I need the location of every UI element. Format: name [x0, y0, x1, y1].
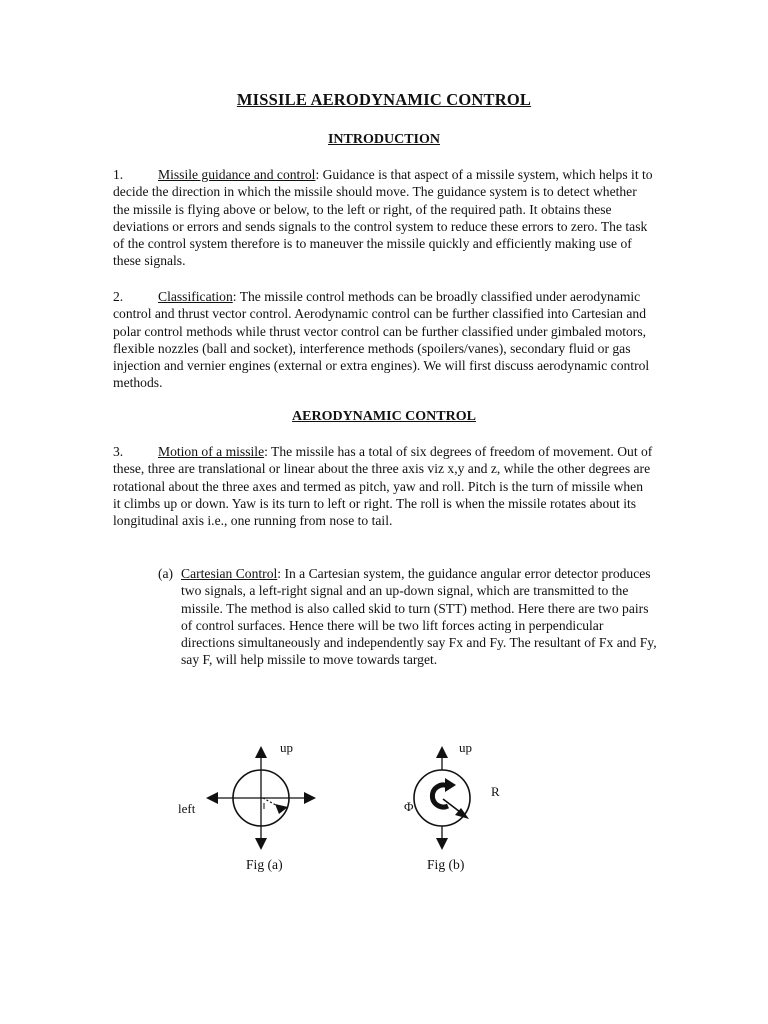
- figure-b-roll-arrowhead: [445, 778, 456, 792]
- figure-a-up-label: up: [280, 740, 293, 755]
- subparagraph-marker: (a): [158, 566, 174, 581]
- paragraph-term: Missile guidance and control: [158, 167, 316, 182]
- figure-a-left-arrow: [206, 792, 218, 804]
- figure-b-down-arrow: [436, 838, 448, 850]
- figure-b: [395, 735, 515, 855]
- figure-a-up-arrow: [255, 746, 267, 758]
- aerodynamic-control-heading: AERODYNAMIC CONTROL: [292, 409, 476, 424]
- figure-b-circle: [414, 770, 470, 826]
- subparagraph-a: [158, 565, 658, 669]
- figure-b-phi-label: Φ: [404, 799, 414, 814]
- figure-b-caption: Fig (b): [427, 857, 465, 872]
- introduction-heading: INTRODUCTION: [327, 132, 440, 147]
- paragraph-3: [113, 443, 653, 529]
- figure-a-right-arrow: [304, 792, 316, 804]
- paragraph-text: : The missile control methods can be broadly classified under aerodynamic control and thrust vector control. Aerodynamic control can be further classified into Cartesian and polar control methods while thrust vector control can be further classified under gimbaled motors, flexible nozzles (ball and socket), interference methods (spoilers/vanes), secondary fluid or gas injection and vernier engines (external or extra engines). We will first discuss aerodynamic control methods.: [113, 289, 650, 391]
- paragraph-term: Motion of a missile: [158, 444, 265, 459]
- paragraph-2: [113, 288, 653, 392]
- paragraph-text: : The missile has a total of six degrees of freedom of movement. Out of these, three are translational or linear about the three axis viz x,y and z, while the other degrees are rotational about the three axes and termed as pitch, yaw and roll. Pitch is the turn of missile when it climbs up or down. Yaw is its turn to left or right. The roll is when the missile rotates about its longitudinal axis i.e., one running from nose to tail.: [113, 444, 653, 529]
- subparagraph-body: [181, 565, 658, 669]
- subparagraph-term: Cartesian Control: [181, 566, 278, 581]
- document-title: MISSILE AERODYNAMIC CONTROL: [236, 90, 532, 109]
- paragraph-number: 1.: [113, 167, 124, 182]
- paragraph-number: 3.: [113, 444, 124, 459]
- figure-a-diagram: [170, 735, 340, 855]
- paragraph-text: : Guidance is that aspect of a missile system, which helps it to decide the direction in which the missile should move. The guidance system is to detect whether the missile is flying above or below, to the left or right, of the required path. It obtains these deviations or errors and sends signals to the control system to reduce these errors to zero. The task of the control system therefore is to maneuver the missile quickly and efficiently making use of these signals.: [113, 167, 653, 269]
- figure-a-caption: Fig (a): [246, 857, 283, 872]
- figure-a: [170, 735, 340, 855]
- paragraph-1: [113, 166, 653, 270]
- paragraph-term: Classification: [158, 289, 233, 304]
- figure-b-r-label: R: [491, 784, 500, 799]
- figure-a-down-arrow: [255, 838, 267, 850]
- paragraph-number: 2.: [113, 289, 124, 304]
- figure-b-diagram: [395, 735, 515, 855]
- subparagraph-text: : In a Cartesian system, the guidance angular error detector produces two signals, a left-right signal and an up-down signal, which are transmitted to the missile. The method is also called skid to turn (STT) method. Here there are two pairs of control surfaces. Hence there will be two lift forces acting in perpendicular directions simultaneously and independently say Fx and Fy. The resultant of Fx and Fy, say F, will help missile to move towards target.: [181, 566, 657, 668]
- figure-b-up-arrow: [436, 746, 448, 758]
- figure-a-left-label: left: [178, 801, 196, 816]
- figure-b-up-label: up: [459, 740, 472, 755]
